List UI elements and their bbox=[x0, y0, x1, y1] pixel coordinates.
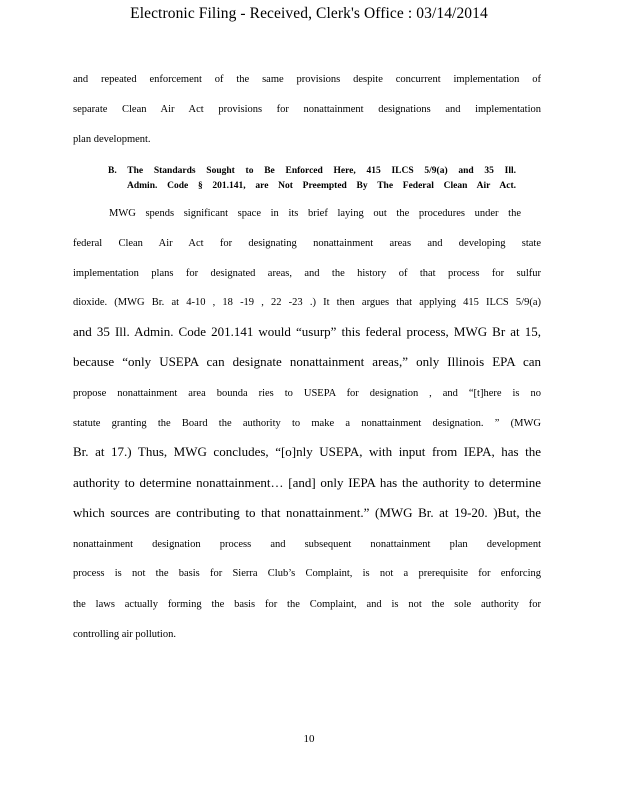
body-line: controlling air pollution. bbox=[73, 629, 176, 640]
filing-stamp-header: Electronic Filing - Received, Clerk's Office : 03/14/2014 bbox=[130, 5, 488, 22]
body-line: plan development. bbox=[73, 134, 151, 145]
body-line: propose nonattainment area bounda ries to USEPA for designation , and “[t]here is no bbox=[73, 388, 541, 399]
body-line: federal Clean Air Act for designating nonattainment areas and developing state bbox=[73, 238, 541, 249]
body-line: and repeated enforcement of the same provisions despite concurrent implementation of bbox=[73, 74, 541, 85]
body-line: because “only USEPA can designate nonattainment areas,” only Illinois EPA can bbox=[73, 354, 541, 369]
body-line: nonattainment designation process and subsequent nonattainment plan development bbox=[73, 539, 541, 550]
body-line: dioxide. (MWG Br. at 4-10 , 18 -19 , 22 -23 .) It then argues that applying 415 ILCS 5/9(a) bbox=[73, 297, 541, 308]
page-number: 10 bbox=[303, 733, 315, 745]
body-line: process is not the basis for Sierra Club’s Complaint, is not a prerequisite for enforcing bbox=[73, 568, 541, 579]
section-heading-line-2: Admin. Code § 201.141, are Not Preempted By The Federal Clean Air Act. bbox=[127, 181, 516, 191]
body-line: which sources are contributing to that nonattainment.” (MWG Br. at 19-20. )But, the bbox=[73, 505, 541, 520]
body-line: separate Clean Air Act provisions for nonattainment designations and implementation bbox=[73, 104, 541, 115]
body-line: Br. at 17.) Thus, MWG concludes, “[o]nly USEPA, with input from IEPA, has the bbox=[73, 444, 541, 459]
body-line: MWG spends significant space in its brief laying out the procedures under the bbox=[109, 208, 521, 219]
body-line: the laws actually forming the basis for the Complaint, and is not the sole authority for bbox=[73, 599, 541, 610]
body-line: authority to determine nonattainment… [and] only IEPA has the authority to determine bbox=[73, 475, 541, 490]
body-line: and 35 Ill. Admin. Code 201.141 would “usurp” this federal process, MWG Br at 15, bbox=[73, 324, 541, 339]
section-heading-line-1: B. The Standards Sought to Be Enforced Here, 415 ILCS 5/9(a) and 35 Ill. bbox=[108, 166, 516, 176]
body-line: statute granting the Board the authority to make a nonattainment designation. ” (MWG bbox=[73, 418, 541, 429]
body-line: implementation plans for designated areas, and the history of that process for sulfur bbox=[73, 268, 541, 279]
